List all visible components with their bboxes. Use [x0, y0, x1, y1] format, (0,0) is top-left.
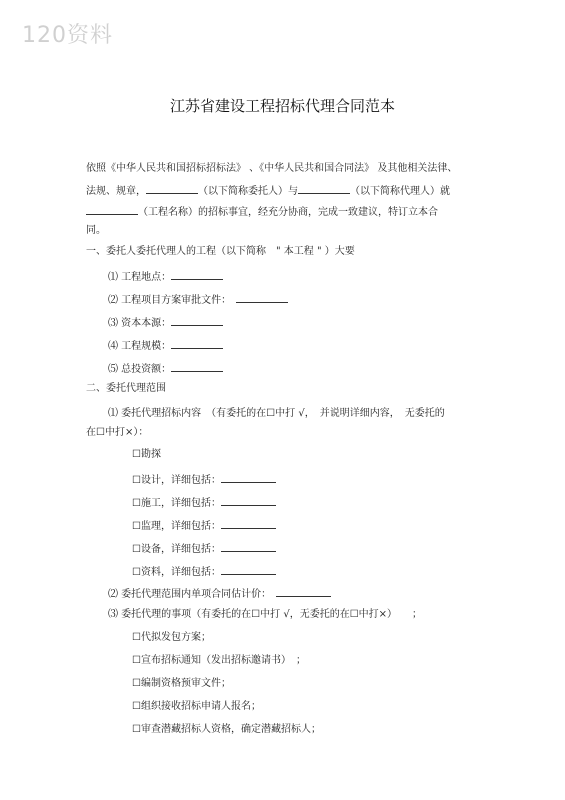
intro-line-3 — [86, 204, 438, 219]
intro-line-1: 依照《中华人民共和国招标招标法》 、《中华人民共和国合同法》 及其他相关法律、 — [86, 163, 458, 174]
blank-field — [171, 269, 223, 280]
blank-field — [146, 183, 198, 194]
option-checkbox — [132, 495, 276, 510]
item-label: ⑴ 工程地点： — [108, 272, 172, 283]
option-checkbox — [132, 541, 276, 556]
option-label: ☐监理，详细包括： — [132, 521, 221, 532]
s2-para-2 — [108, 586, 331, 601]
blank-field — [236, 292, 288, 303]
option-label: ☐设计，详细包括： — [132, 475, 221, 486]
item-label: ⑵ 工程项目方案审批文件： — [108, 295, 227, 306]
intro-line-2 — [86, 183, 450, 198]
option-checkbox — [132, 472, 276, 487]
s2-para-1b: 在☐中打×）： — [86, 427, 149, 438]
blank-field — [171, 338, 223, 349]
blank-field — [171, 315, 223, 326]
section-2-heading: 二、委托代理范围 — [86, 383, 166, 394]
intro-line-4: 同。 — [86, 225, 106, 236]
blank-field — [221, 564, 276, 575]
option-label: ☐勘探 — [132, 449, 161, 460]
option-checkbox — [132, 518, 276, 533]
task-checkbox: ☐宣布招标通知（发出招标邀请书） ； — [132, 655, 306, 666]
option-label: ☐资料，详细包括： — [132, 567, 221, 578]
para-text: ⑵ 委托代理范围内单项合同估计价： — [108, 589, 267, 600]
blank-field — [221, 495, 276, 506]
intro-text: （工程名称）的招标事宜，经充分协商，完成一致建议，特订立本合 — [138, 207, 438, 218]
option-checkbox — [132, 449, 161, 461]
task-checkbox: ☐代拟发包方案； — [132, 632, 211, 643]
s1-item — [108, 315, 223, 330]
s1-item — [108, 292, 288, 307]
document-title: 江苏省建设工程招标代理合同范本 — [169, 97, 395, 115]
item-label: ⑶ 资本本源： — [108, 318, 172, 329]
option-label: ☐施工，详细包括： — [132, 498, 221, 509]
item-label: ⑸ 总投资额： — [108, 364, 172, 375]
blank-field — [221, 541, 276, 552]
s2-para-1a: ⑴ 委托代理招标内容 （有委托的在☐中打 √， 并说明详细内容， 无委托的 — [108, 408, 445, 419]
intro-text: （以下简称代理人）就 — [350, 186, 450, 197]
blank-field — [298, 183, 350, 194]
blank-field — [86, 204, 138, 215]
task-checkbox: ☐编制资格预审文件； — [132, 678, 231, 689]
s2-para-3: ⑶ 委托代理的事项（有委托的在☐中打 √，无委托的在☐中打×） ； — [108, 609, 423, 620]
option-checkbox — [132, 564, 276, 579]
watermark: 120资料 — [22, 23, 113, 48]
blank-field — [221, 472, 276, 483]
option-label: ☐设备，详细包括： — [132, 544, 221, 555]
s1-item — [108, 338, 223, 353]
blank-field — [221, 518, 276, 529]
s1-item — [108, 269, 223, 284]
intro-text: （以下简称委托人）与 — [198, 186, 298, 197]
blank-field — [276, 586, 331, 597]
blank-field — [171, 361, 223, 372]
intro-text: 法规、规章， — [86, 186, 146, 197]
s1-item — [108, 361, 223, 376]
task-checkbox: ☐审查潜藏招标人资格，确定潜藏招标人； — [132, 724, 321, 735]
task-checkbox: ☐组织接收招标申请人报名； — [132, 701, 261, 712]
item-label: ⑷ 工程规模： — [108, 341, 172, 352]
section-1-heading: 一、委托人委托代理人的工程（以下简称 " 本工程 " ）大要 — [86, 246, 355, 257]
